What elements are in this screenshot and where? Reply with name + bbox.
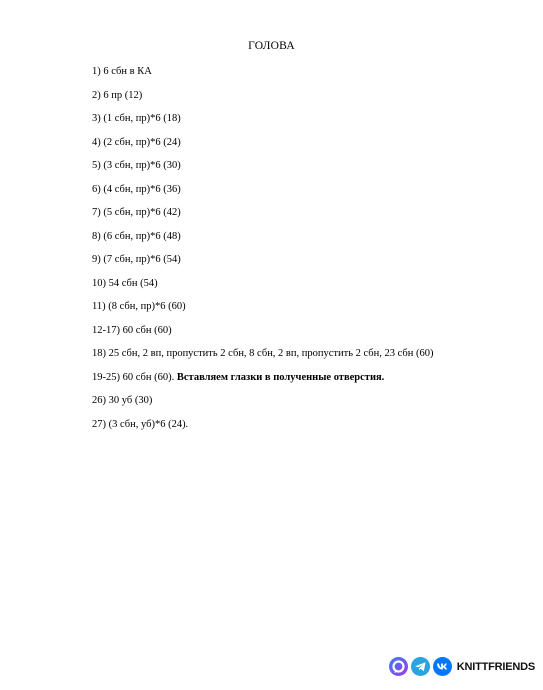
pattern-row: [92, 301, 434, 313]
row-text: 9) (7 сбн, пр)*6 (54): [92, 254, 181, 265]
pattern-row: [92, 231, 434, 243]
page-title: ГОЛОВА: [248, 40, 295, 52]
row-text: 7) (5 сбн, пр)*6 (42): [92, 207, 181, 218]
pattern-row: [92, 372, 434, 384]
pattern-row: [92, 254, 434, 266]
pattern-row: [92, 395, 434, 407]
brand-name: KNITTFRIENDS: [456, 660, 535, 673]
row-text: 3) (1 сбн, пр)*6 (18): [92, 113, 181, 124]
row-text: 8) (6 сбн, пр)*6 (48): [92, 230, 181, 242]
pattern-row: [92, 278, 434, 290]
pattern-row: [92, 348, 434, 360]
row-text: 27) (3 сбн, уб)*6 (24).: [92, 418, 189, 430]
pattern-row: [92, 207, 434, 219]
pattern-row: [92, 325, 434, 337]
row-text: 18) 25 сбн, 2 вп, пропустить 2 сбн, 8 сбн, 2 вп, пропустить 2 сбн, 23 сбн (60): [92, 348, 434, 359]
pattern-row: [92, 184, 434, 196]
pattern-rows: [92, 66, 434, 442]
pattern-row: [92, 419, 434, 431]
pattern-row: [92, 113, 434, 125]
row-text: 26) 30 уб (30): [92, 395, 153, 406]
footer-brand: [389, 657, 535, 676]
row-text: 11) (8 сбн, пр)*6 (60): [92, 301, 186, 312]
row-text: 10) 54 сбн (54): [92, 277, 158, 289]
row-text: 5) (3 сбн, пр)*6 (30): [92, 160, 181, 171]
row-text: 2) 6 пр (12): [92, 89, 143, 101]
pattern-row: [92, 66, 434, 78]
vk-icon[interactable]: [433, 657, 452, 676]
max-messenger-icon[interactable]: [389, 657, 408, 676]
row-text: 19-25) 60 сбн (60).: [92, 371, 177, 383]
pattern-row: [92, 160, 434, 172]
row-text: 6) (4 сбн, пр)*6 (36): [92, 183, 181, 195]
pattern-row: [92, 90, 434, 102]
row-text: 12-17) 60 сбн (60): [92, 324, 172, 336]
pattern-row: [92, 137, 434, 149]
row-text: 4) (2 сбн, пр)*6 (24): [92, 136, 181, 148]
row-note: Вставляем глазки в полученные отверстия.: [176, 371, 385, 383]
telegram-icon[interactable]: [411, 657, 430, 676]
row-text: 1) 6 сбн в КА: [92, 66, 152, 77]
